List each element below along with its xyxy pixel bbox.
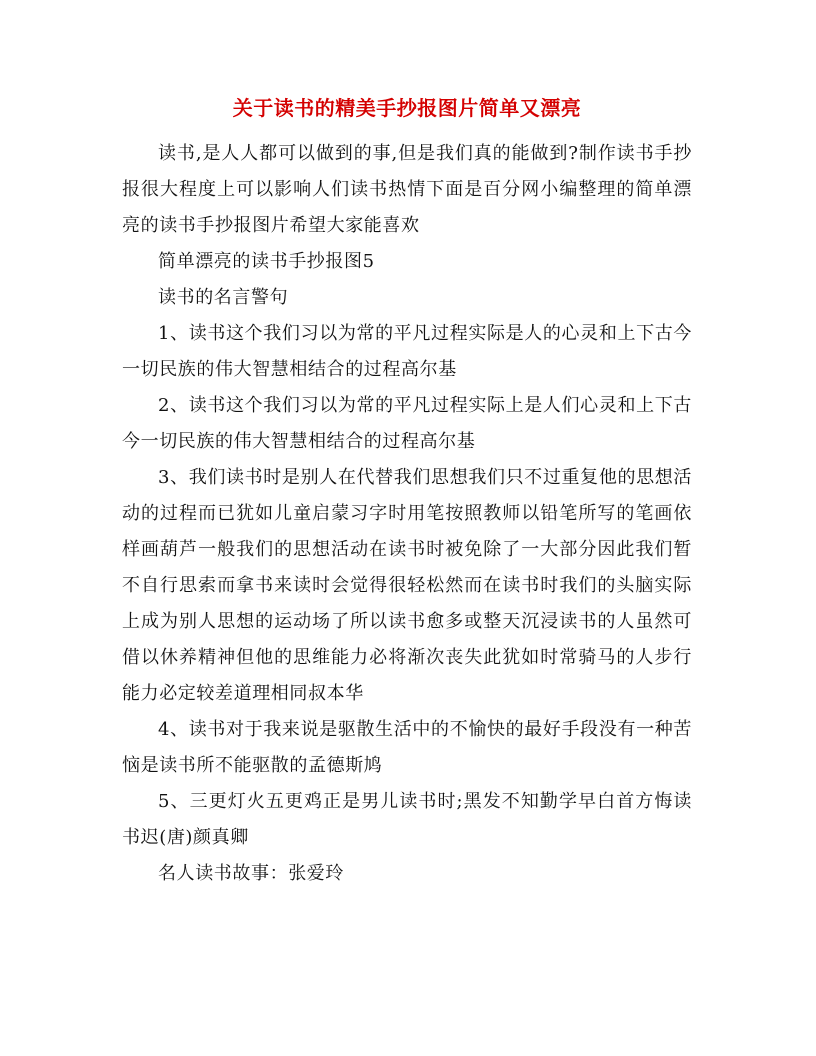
- section-heading-quotes: 读书的名言警句: [158, 287, 289, 308]
- intro-paragraph: 读书,是人人都可以做到的事,但是我们真的能做到?制作读书手抄报很大程度上可以影响人们读书热情下面是百分网小编整理的简单漂亮的读书手抄报图片希望大家能喜欢: [122, 143, 692, 236]
- quote-1: 1、读书这个我们习以为常的平凡过程实际是人的心灵和上下古今一切民族的伟大智慧相结合的过程高尔基: [122, 323, 692, 380]
- document-title: 关于读书的精美手抄报图片简单又漂亮: [232, 96, 582, 120]
- section-heading-story: 名人读书故事：张爱玲: [158, 863, 344, 884]
- quote-2: 2、读书这个我们习以为常的平凡过程实际上是人们心灵和上下古今一切民族的伟大智慧相结合的过程高尔基: [122, 395, 692, 452]
- quote-4: 4、读书对于我来说是驱散生活中的不愉快的最好手段没有一种苦恼是读书所不能驱散的孟德斯鸠: [122, 719, 692, 776]
- document-page: [122, 88, 692, 892]
- quote-5: 5、三更灯火五更鸡正是男儿读书时;黑发不知勤学早白首方悔读书迟(唐)颜真卿: [122, 791, 692, 848]
- quote-3: 3、我们读书时是别人在代替我们思想我们只不过重复他的思想活动的过程而已犹如儿童启蒙习字时用笔按照教师以铅笔所写的笔画依样画葫芦一般我们的思想活动在读书时被免除了一大部分因此我们暂不自行思索而拿书来读时会觉得很轻松然而在读书时我们的头脑实际上成为别人思想的运动场了所以读书愈多或整天沉浸读书的人虽然可借以休养精神但他的思维能力必将渐次丧失此犹如时常骑马的人步行能力必定较差道理相同叔本华: [122, 467, 692, 704]
- image-caption: 简单漂亮的读书手抄报图5: [158, 251, 375, 272]
